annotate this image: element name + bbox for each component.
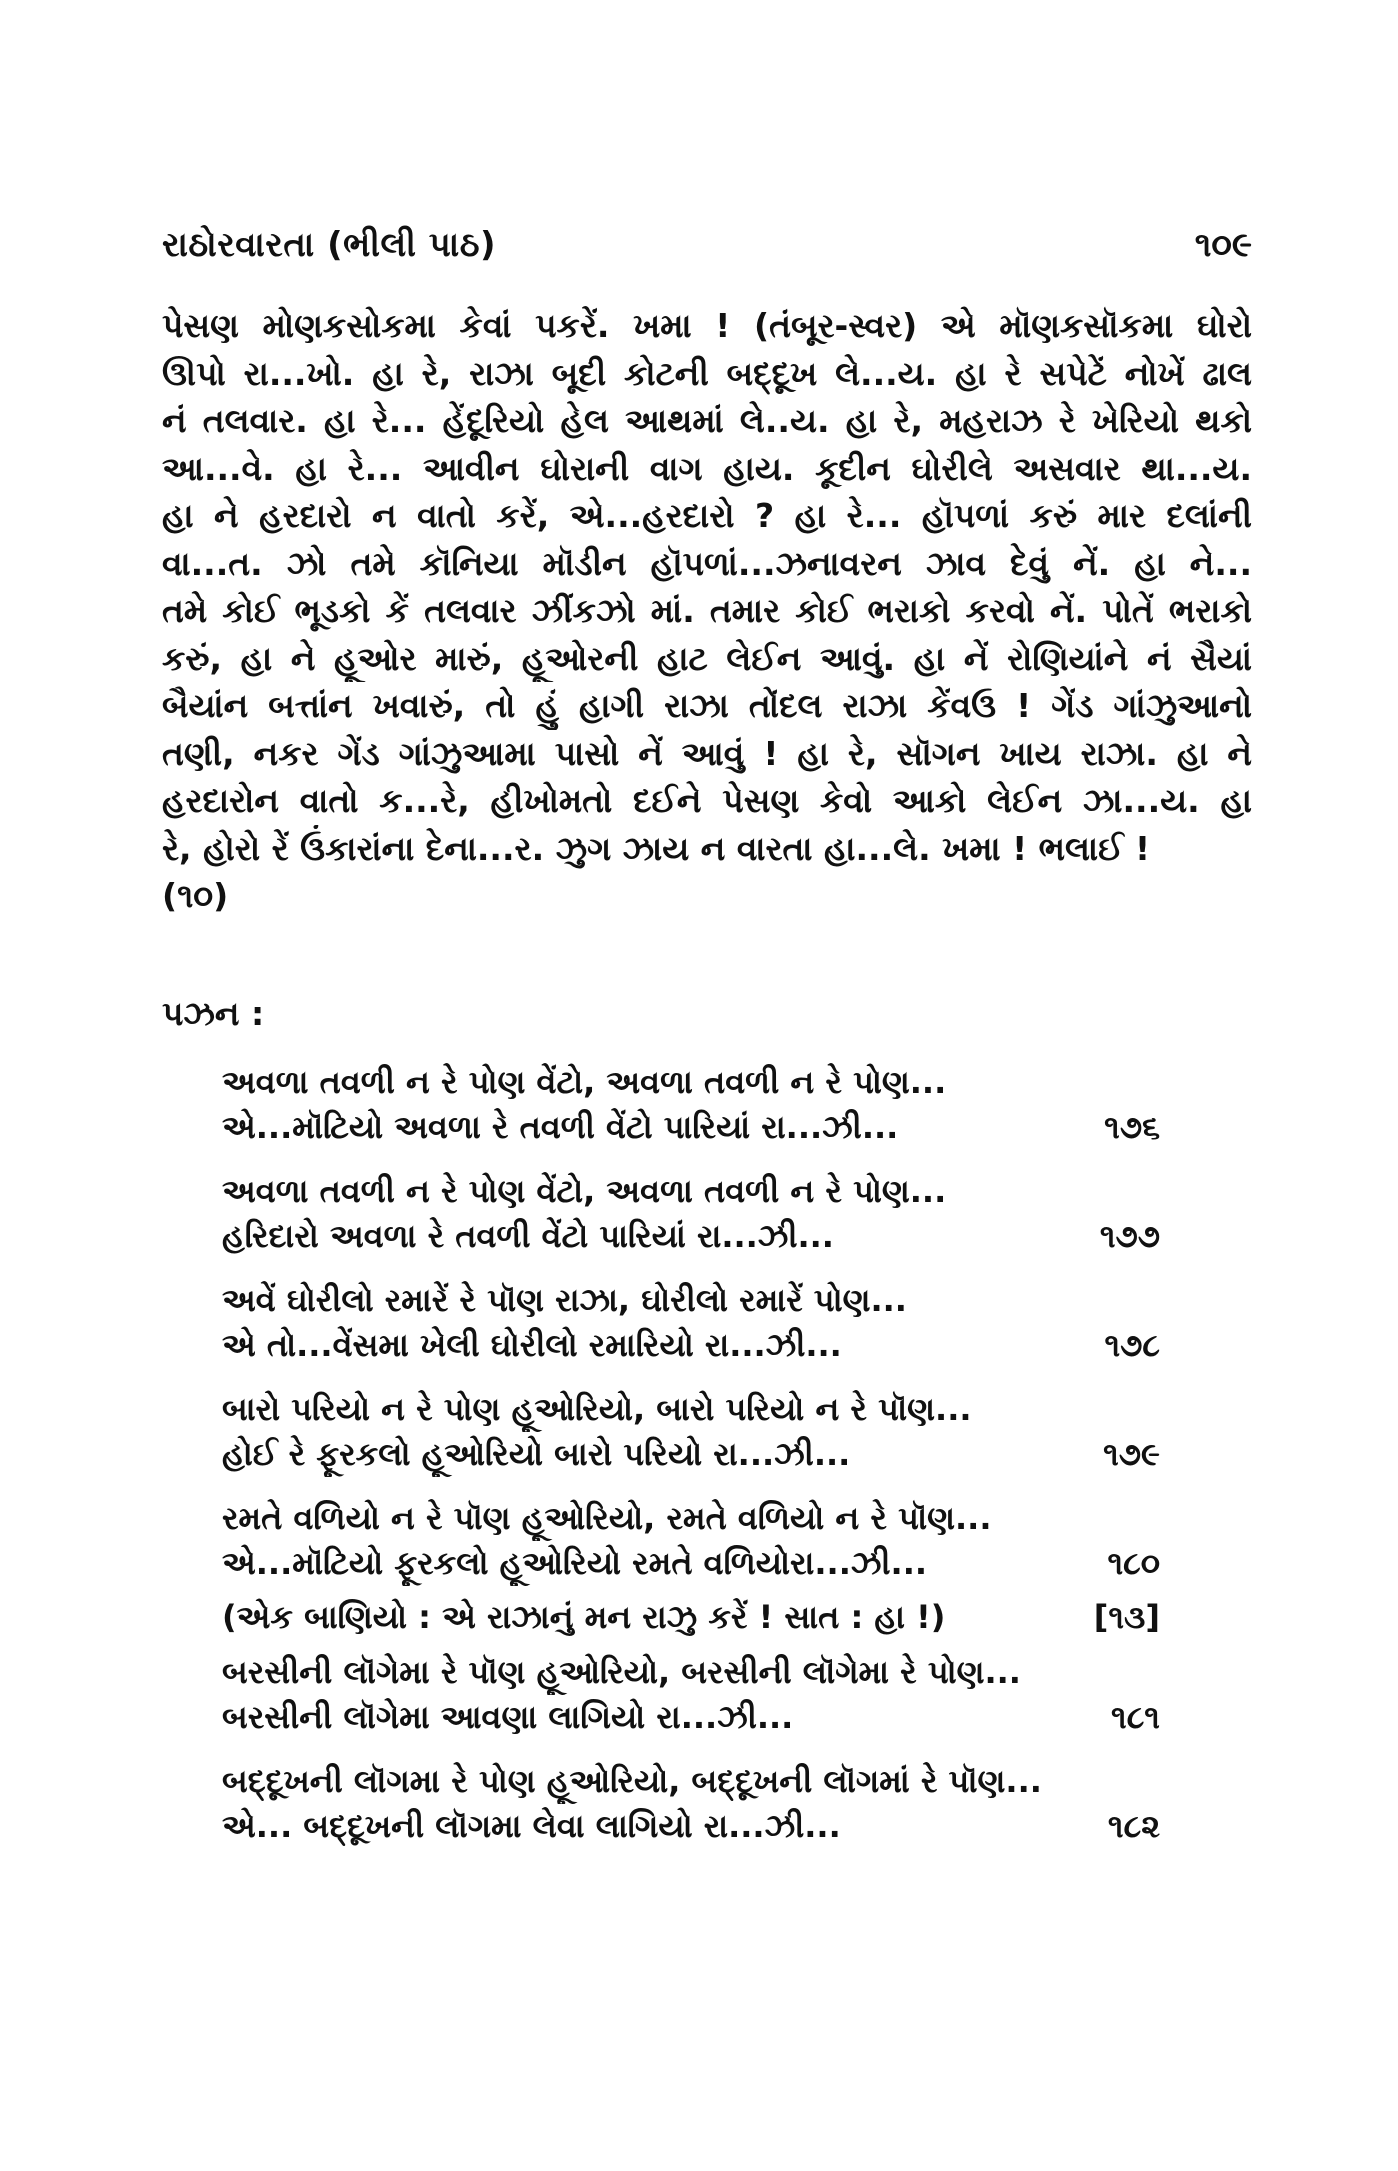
verse (222, 1060, 1252, 1150)
running-head (162, 225, 1252, 275)
verse-line-2 (222, 1432, 1252, 1477)
verse-line-2 (222, 1695, 1252, 1740)
verse-line-2 (222, 1323, 1252, 1368)
prose-line: હા ને હરદારો ન વાતો કરેં, એ...હરદારો ? હા રે... હૉપળાં કરું માર દલાંની (162, 496, 1252, 535)
aside-note (222, 1595, 1252, 1640)
aside-number: [૧૩] (1093, 1598, 1160, 1636)
verse-text: હોઈ રે ફૂરકલો હૂઓરિયો બારો પરિયો રા...ઝી... (222, 1435, 851, 1473)
verse-number: ૧૮૦ (1107, 1544, 1160, 1582)
verse-number: ૧૮૨ (1107, 1807, 1160, 1845)
prose-line: આ...વે. હા રે... આવીન ઘોરાની વાગ હાય. કૂદીન ઘોરીલે અસવાર થા...ય. (162, 448, 1252, 488)
verse-number: ૧૭૬ (1104, 1108, 1160, 1146)
verse-line-1: અવળા તવળી ન રે પોણ વેંટો, અવળા તવળી ન રે પોણ... (222, 1063, 947, 1101)
section-label: પઝન : (162, 994, 265, 1033)
verse-line-2 (222, 1804, 1252, 1849)
verse-block (222, 1060, 1252, 1868)
verse-number: ૧૭૯ (1103, 1435, 1160, 1473)
prose-paragraph (162, 302, 1252, 920)
prose-line: બૈયાંન બત્તાંન ખવારું, તો હું હાગી રાઝા તોંદલ રાઝા કેંવઉ ! ગેંડ ગાંઝુઆનો (162, 686, 1252, 725)
verse-text: એ...મૉટિયો અવળા રે તવળી વેંટો પારિયાં રા...ઝી... (222, 1108, 899, 1146)
prose-line: નં તલવાર. હા રે... હેંદૂરિયો હેલ આથમાં લે..ય. હા રે, મહરાઝ રે ખેરિયો થકો (162, 401, 1252, 440)
prose-line: વા...ત. ઝો તમે કૉનિયા મૉડીન હૉપળાં...ઝનાવરન ઝાવ દેવું નેં. હા ને... (162, 543, 1252, 583)
verse-text: એ તો...વેંસમા ખેલી ઘોરીલો રમારિયો રા...ઝી... (222, 1326, 842, 1364)
verse (222, 1278, 1252, 1368)
verse (222, 1169, 1252, 1259)
verse-line-1: બરસીની લૉગેમા રે પૉણ હૂઓરિયો, બરસીની લૉગેમા રે પોણ... (222, 1653, 1021, 1691)
prose-line: તમે કોઈ ભૂડકો કેં તલવાર ઝીંકઝો માં. તમાર કોઈ ભરાકો કરવો નેં. પોતેં ભરાકો (162, 591, 1252, 630)
verse-number: ૧૭૮ (1104, 1326, 1160, 1364)
aside-text: (એક બાણિયો : એ રાઝાનું મન રાઝુ કરેં ! સાત : હા !) (222, 1598, 946, 1636)
verse-text: એ... બદ્દૂખની લૉગમા લેવા લાગિયો રા...ઝી... (222, 1807, 841, 1845)
verse-line-1: રમતે વળિયો ન રે પૉણ હૂઓરિયો, રમતે વળિયો ન રે પૉણ... (222, 1499, 992, 1537)
running-title: રાઠોરવારતા (ભીલી પાઠ) (162, 225, 497, 265)
verse-line-2 (222, 1105, 1252, 1150)
prose-line: પેસણ મોણકસોકમા કેવાં પકરેં. ખમા ! (તંબૂર-સ્વર) એ મૉણકસૉકમા ઘોરો (162, 306, 1252, 345)
verse (222, 1759, 1252, 1849)
verse-line-2 (222, 1214, 1252, 1259)
verse-line-2 (222, 1541, 1252, 1586)
page-number: ૧૦૯ (1194, 225, 1252, 265)
prose-line: ઊપો રા...ખો. હા રે, રાઝા બૂદી કોટની બદ્દૂખ લે...ય. હા રે સપેટેં નોખેં ઢાલ (162, 353, 1252, 393)
verse-line-1: અવળા તવળી ન રે પોણ વેંટો, અવળા તવળી ન રે પોણ... (222, 1172, 947, 1210)
verse-text: એ...મૉટિયો ફૂરકલો હૂઓરિયો રમતે વળિયોરા...ઝી... (222, 1544, 928, 1582)
verse (222, 1650, 1252, 1740)
verse-number: ૧૮૧ (1111, 1698, 1160, 1736)
verse-number: ૧૭૭ (1099, 1217, 1160, 1255)
prose-line: રે, હોરો રેં ઉંકારાંના દેના...ર. ઝુગ ઝાય ન વારતા હા...લે. ખમા ! ભલાઈ ! (162, 828, 1151, 868)
verse-line-1: બદ્દૂખની લૉગમા રે પોણ હૂઓરિયો, બદ્દૂખની લૉગમાં રે પૉણ... (222, 1762, 1042, 1800)
verse-line-1: બારો પરિયો ન રે પોણ હૂઓરિયો, બારો પરિયો ન રે પૉણ... (222, 1390, 972, 1428)
prose-line: તણી, નકર ગેંડ ગાંઝુઆમા પાસો નેં આવું ! હા રે, સૉગન ખાય રાઝા. હા ને (162, 733, 1252, 773)
prose-section-number: (૧૦) (162, 876, 229, 915)
prose-line: કરું, હા ને હૂઓર મારું, હૂઓરની હાટ લેઈન આવું. હા નેં રોણિયાંને નં સૈયાં (162, 638, 1252, 678)
prose-line: હરદારોન વાતો ક...રે, હીખોમતો દઈને પેસણ કેવો આકો લેઈન ઝા...ય. હા (162, 781, 1252, 820)
verse-line-1: અવેં ઘોરીલો રમારેં રે પૉણ રાઝા, ઘોરીલો રમારેં પોણ... (222, 1281, 907, 1319)
verse-text: બરસીની લૉગેમા આવણા લાગિયો રા...ઝી... (222, 1698, 794, 1736)
verse-text: હરિદારો અવળા રે તવળી વેંટો પારિયાં રા...ઝી... (222, 1217, 834, 1255)
verse (222, 1496, 1252, 1586)
verse (222, 1387, 1252, 1477)
